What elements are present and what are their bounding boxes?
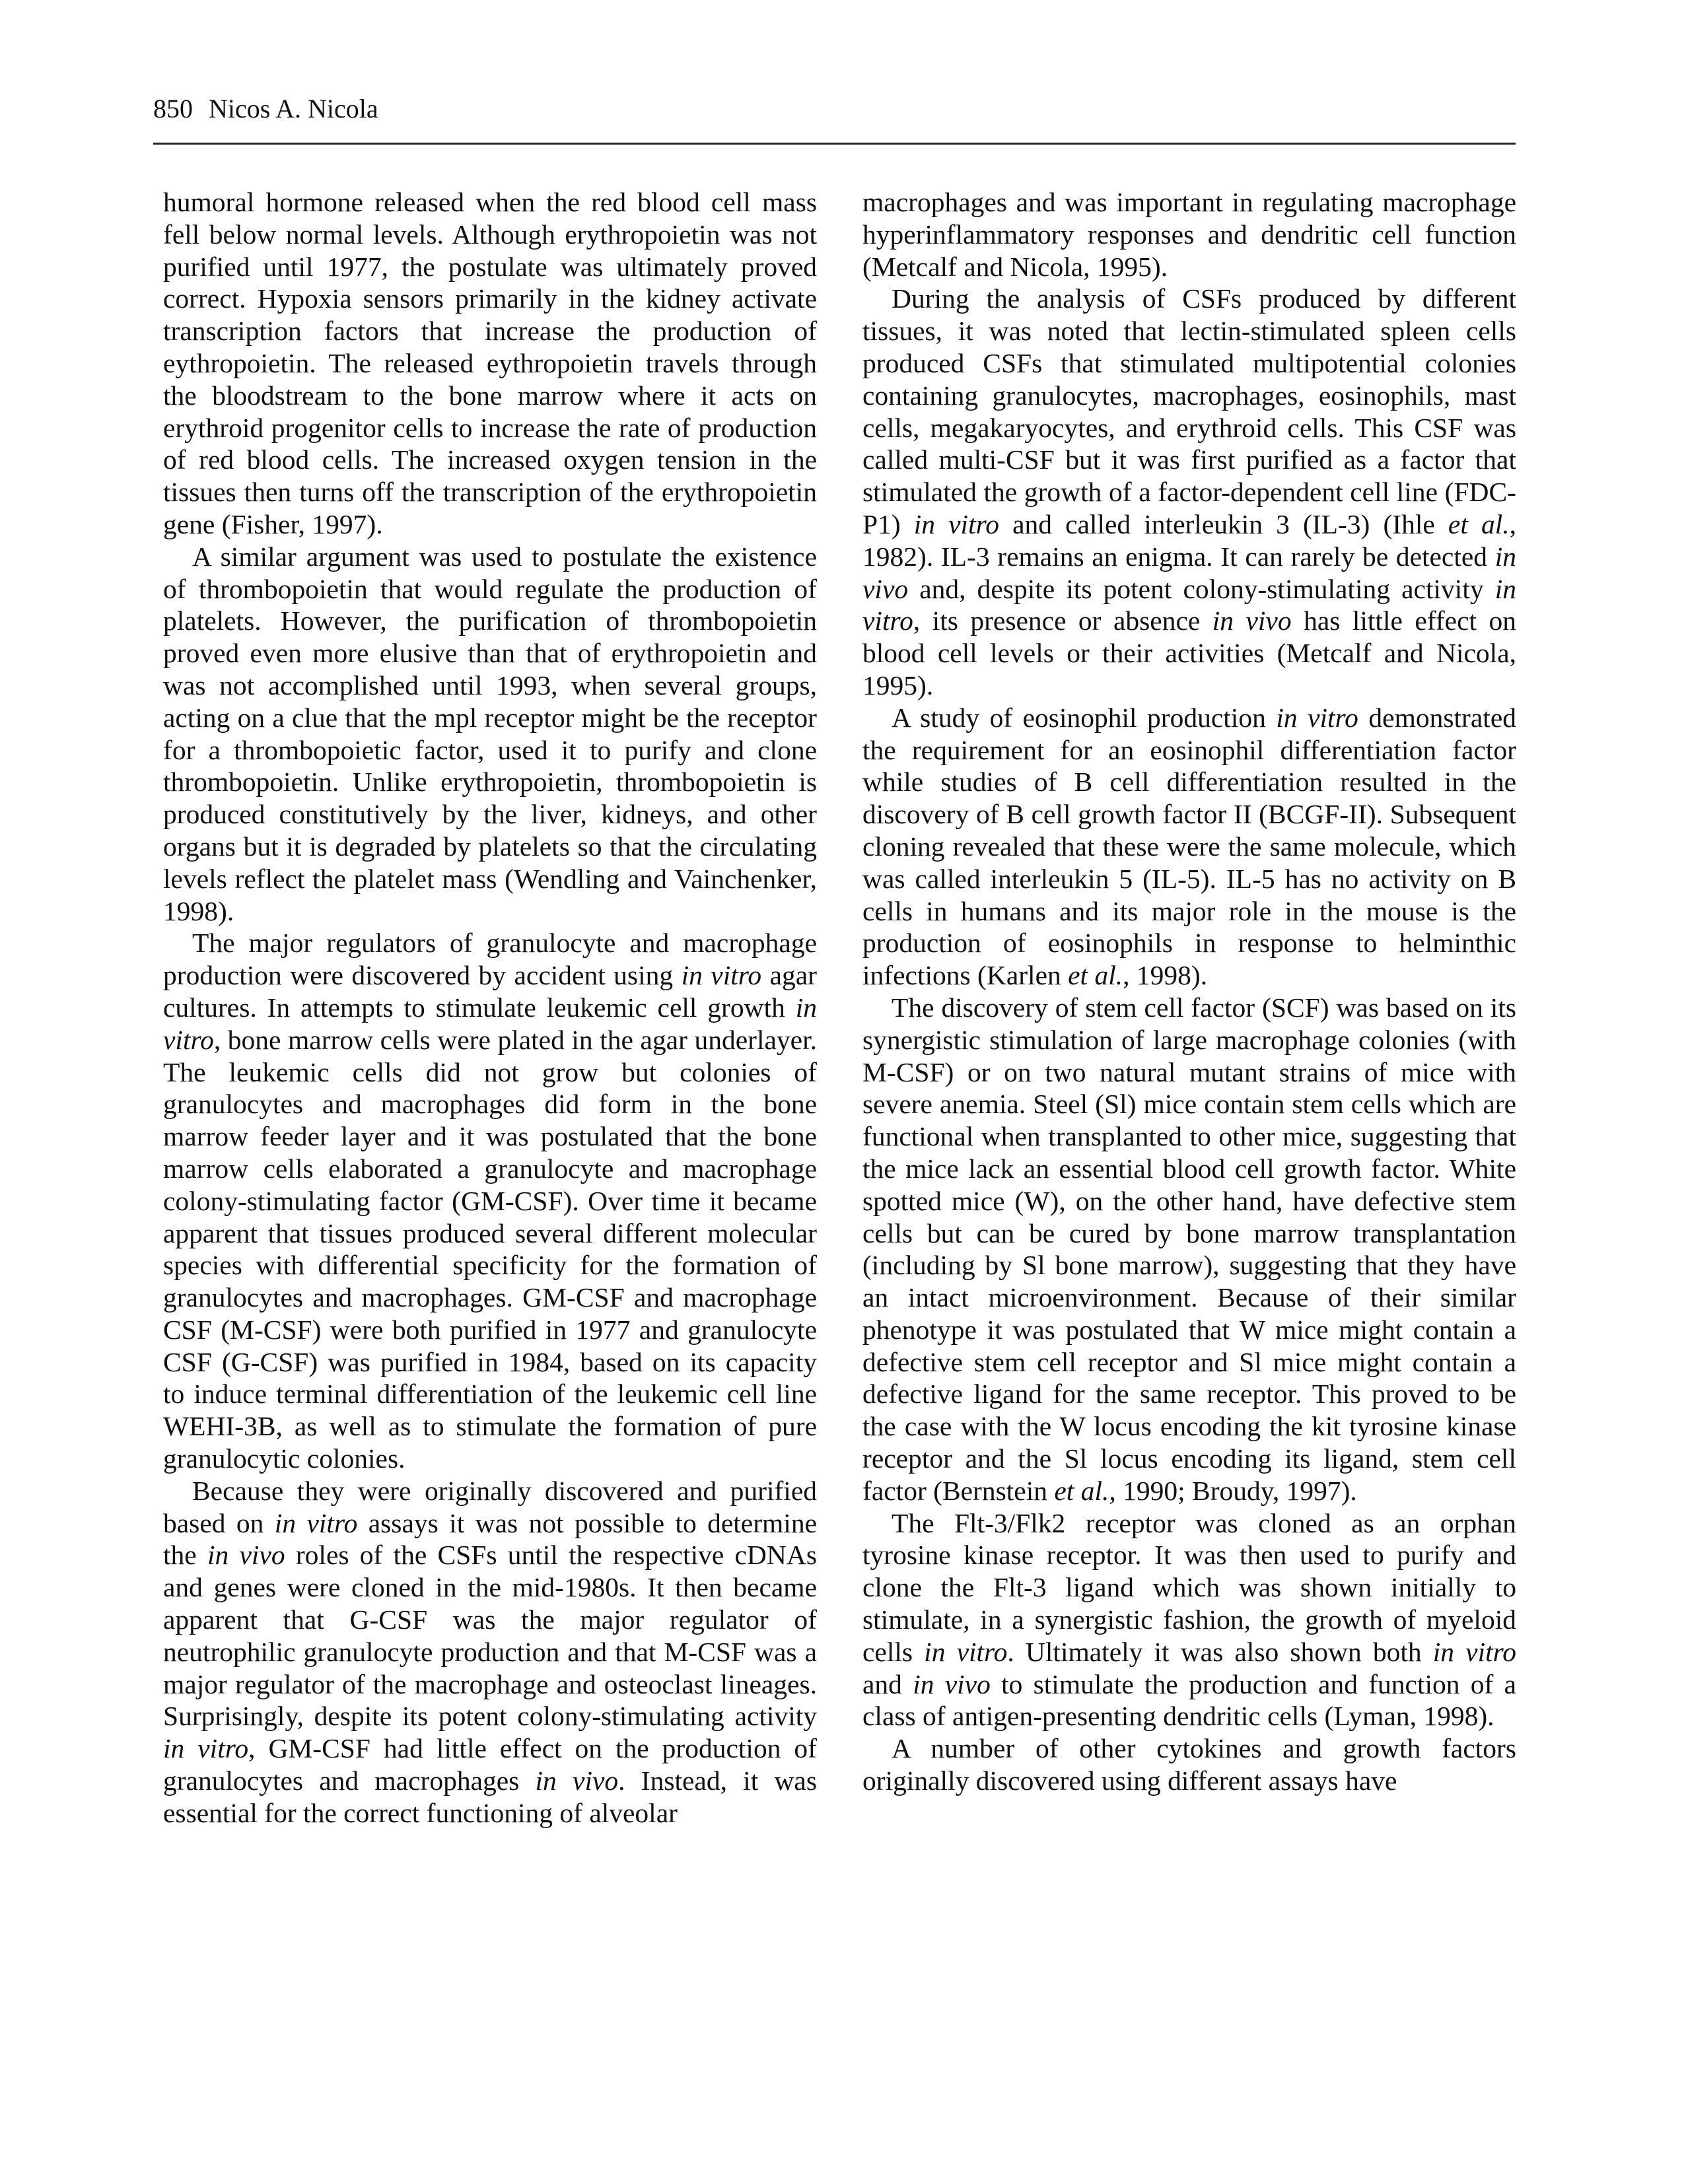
paragraph (163, 1475, 817, 1829)
text-run: to stimulate the production and function of a class of antigen-presenting dendritic cells (Lyman, 1998). (862, 1668, 1516, 1732)
paragraph (862, 186, 1516, 283)
paragraph (862, 702, 1516, 992)
text-run: has little effect on blood cell levels or their activities (Metcalf and Nicola, 1995). (862, 605, 1516, 700)
text-run: The Flt-3/Flk2 receptor was cloned as an orphan tyrosine kinase receptor. It was then used to purify and clone the Flt-3 ligand which was shown initially to stimulate, in a synergistic fashion, the growth of myeloid cells (862, 1507, 1516, 1667)
paragraph (163, 186, 817, 541)
italic-text: in vivo (535, 1765, 619, 1796)
text-run: agar cultures. In attempts to stimulate leukemic cell growth (163, 960, 817, 1023)
italic-text: in vivo (207, 1540, 285, 1571)
italic-text: in vitro (163, 1733, 249, 1764)
right-column (862, 186, 1516, 1797)
text-run: and, despite its potent colony-stimulating activity (908, 573, 1495, 604)
left-column (163, 186, 817, 1829)
text-run: The discovery of stem cell factor (SCF) was based on its synergistic stimulation of large macrophage colonies (with M-CSF) or on two natural mutant strains of mice with severe anemia. Steel (Sl) mice contain stem cells which are functional when transplanted to other mice, suggesting that the mice lack an essential blood cell growth factor. White spotted mice (W), on the other hand, have defective stem cells but can be cured by bone marrow transplantation (including by Sl bone marrow), suggesting that they have an intact microenvironment. Because of their similar phenotype it was postulated that W mice might contain a defective stem cell receptor and Sl mice might contain a defective ligand for the same receptor. This proved to be the case with the W locus encoding the kit tyrosine kinase receptor and the Sl locus encoding its ligand, stem cell factor (Bernstein (862, 992, 1516, 1506)
text-run: , 1982). IL-3 remains an enigma. It can rarely be detected (862, 508, 1516, 572)
text-run: During the analysis of CSFs produced by different tissues, it was noted that lectin-stimulated spleen cells produced CSFs that stimulated multipotential colonies containing granulocytes, macrophages, eosinophils, mast cells, megakaryocytes, and erythroid cells. This CSF was called multi-CSF but it was first purified as a factor that stimulated the growth of a factor-dependent cell line (FDC-P1) (862, 283, 1516, 539)
text-run: A study of eosinophil production (892, 702, 1277, 733)
paragraph (862, 1507, 1516, 1733)
italic-text: in vivo (913, 1668, 991, 1699)
text-run: Because they were originally discovered and purified based on (163, 1475, 817, 1538)
paragraph (163, 927, 817, 1475)
text-run: and (862, 1668, 913, 1699)
text-run: humoral hormone released when the red blood cell mass fell below normal levels. Although erythropoietin was not purified until 1977, the postulate was ultimately proved correct. Hypoxia sensors primarily in the kidney activate transcription factors that increase the production of eythropoietin. The released eythropoietin travels through the bloodstream to the bone marrow where it acts on erythroid progenitor cells to increase the rate of production of red blood cells. The increased oxygen tension in the tissues then turns off the transcription of the erythropoietin gene (Fisher, 1997). (163, 187, 817, 539)
italic-text: et al. (1068, 960, 1123, 991)
italic-text: in vitro (1432, 1636, 1516, 1667)
italic-text: in vivo (862, 541, 1516, 604)
italic-text: in vitro (1276, 702, 1358, 733)
paragraph (862, 1732, 1516, 1797)
paragraph (862, 992, 1516, 1507)
text-run: , GM-CSF had little effect on the production of granulocytes and macrophages (163, 1733, 817, 1796)
text-run: macrophages and was important in regulating macrophage hyperinflammatory responses and dendritic cell function (Metcalf and Nicola, 1995). (862, 187, 1516, 282)
italic-text: in vitro (862, 573, 1516, 636)
italic-text: in vitro (163, 992, 817, 1055)
text-run: A similar argument was used to postulate the existence of thrombopoietin that would regulate the production of platelets. However, the purification of thrombopoietin proved even more elusive than that of erythropoietin and was not accomplished until 1993, when several groups, acting on a clue that the mpl receptor might be the receptor for a thrombopoietic factor, used it to purify and clone thrombopoietin. Unlike erythropoietin, thrombopoietin is produced constitutively by the liver, kidneys, and other organs but it is degraded by platelets so that the circulating levels reflect the platelet mass (Wendling and Vainchenker, 1998). (163, 541, 817, 926)
text-run: . Instead, it was essential for the correct functioning of alveolar (163, 1765, 817, 1828)
text-run: , bone marrow cells were plated in the agar underlayer. The leukemic cells did not grow but colonies of granulocytes and macrophages did form in the bone marrow feeder layer and it was postulated that the bone marrow cells elaborated a granulocyte and macrophage colony-stimulating factor (GM-CSF). Over time it became apparent that tissues produced several different molecular species with differential specificity for the formation of granulocytes and macrophages. GM-CSF and macrophage CSF (M-CSF) were both purified in 1977 and granulocyte CSF (G-CSF) was purified in 1984, based on its capacity to induce terminal differentiation of the leukemic cell line WEHI-3B, as well as to stimulate the formation of pure granulocytic colonies. (163, 1024, 817, 1474)
text-run: roles of the CSFs until the respective cDNAs and genes were cloned in the mid-1980s. It then became apparent that G-CSF was the major regulator of neutrophilic granulocyte production and that M-CSF was a major regulator of the macrophage and osteoclast lineages. Surprisingly, despite its potent colony-stimulating activity (163, 1540, 817, 1732)
text-run: demonstrated the requirement for an eosinophil differentiation factor while studies of B cell differentiation resulted in the discovery of B cell growth factor II (BCGF-II). Subsequent cloning revealed that these were the same molecule, which was called interleukin 5 (IL-5). IL-5 has no activity on B cells in humans and its major role in the mouse is the production of eosinophils in response to helminthic infections (Karlen (862, 702, 1516, 991)
italic-text: et al. (1054, 1475, 1109, 1506)
italic-text: in vitro (924, 1636, 1008, 1667)
text-run: , 1990; Broudy, 1997). (1109, 1475, 1357, 1506)
text-run: , 1998). (1123, 960, 1208, 991)
paragraph (163, 541, 817, 928)
text-run: . Ultimately it was also shown both (1007, 1636, 1433, 1667)
italic-text: in vitro (681, 960, 762, 991)
running-header (153, 86, 1516, 145)
italic-text: in vitro (274, 1507, 358, 1538)
text-run: The major regulators of granulocyte and macrophage production were discovered by accident using (163, 928, 817, 991)
text-run: , its presence or absence (913, 605, 1212, 636)
italic-text: in vivo (1212, 605, 1292, 636)
text-run: A number of other cytokines and growth factors originally discovered using different assays have (862, 1733, 1516, 1796)
italic-text: in vitro (913, 508, 999, 539)
text-run: assays it was not possible to determine the (163, 1507, 818, 1571)
running-author: Nicos A. Nicola (209, 94, 378, 123)
italic-text: et al. (1448, 508, 1510, 539)
page-number: 850 (153, 94, 193, 123)
paragraph (862, 283, 1516, 701)
text-run: and called interleukin 3 (IL-3) (Ihle (999, 508, 1448, 539)
